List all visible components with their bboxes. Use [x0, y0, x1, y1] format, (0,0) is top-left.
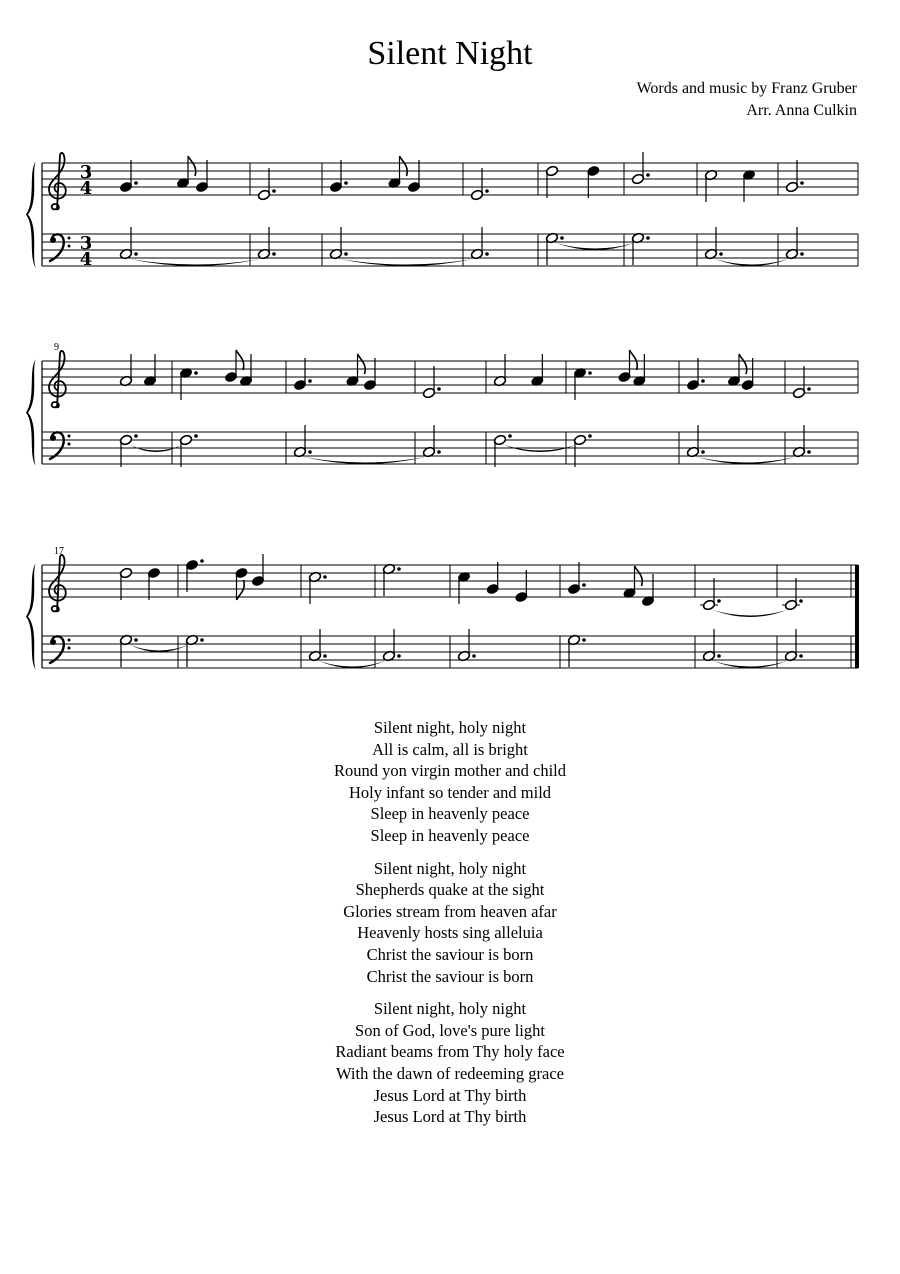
tie: [697, 457, 795, 464]
augmentation-dot: [799, 599, 803, 603]
note: [185, 634, 203, 667]
lyric-line: Heavenly hosts sing alleluia: [357, 923, 543, 943]
augmentation-dot: [134, 434, 138, 438]
bass-clef-dot: [50, 639, 56, 645]
note: [702, 629, 720, 662]
note: [784, 629, 802, 662]
augmentation-dot: [800, 252, 804, 256]
augmentation-dot: [134, 638, 138, 642]
lyric-line: Silent night, holy night: [373, 858, 527, 878]
time-signature-top: 3: [79, 162, 93, 183]
augmentation-dot: [800, 181, 804, 185]
note: [587, 165, 600, 198]
bass-clef-dot: [50, 237, 56, 243]
note: [545, 165, 558, 198]
note: [251, 554, 264, 587]
time-signature-bottom: 4: [79, 249, 93, 270]
augmentation-dot: [134, 181, 138, 185]
note: [486, 562, 499, 595]
brace: [26, 161, 36, 268]
note: [470, 168, 488, 201]
lyric-line: Glories stream from heaven afar: [343, 901, 557, 921]
augmentation-dot: [308, 379, 312, 383]
note: [179, 367, 197, 400]
lyric-line: Jesus Lord at Thy birth: [373, 1107, 527, 1127]
note-flag: [236, 350, 244, 370]
tie: [130, 259, 260, 266]
note: [641, 574, 654, 607]
note: [700, 578, 721, 611]
lyric-line: Jesus Lord at Thy birth: [373, 1085, 527, 1105]
augmentation-dot: [807, 387, 811, 391]
lyric-line: Radiant beams from Thy holy face: [335, 1042, 565, 1062]
note: [631, 152, 649, 185]
lyric-line: Silent night, holy night: [373, 999, 527, 1019]
note: [119, 434, 137, 467]
augmentation-dot: [344, 252, 348, 256]
note: [618, 350, 637, 383]
augmentation-dot: [323, 654, 327, 658]
lyric-line: Sleep in heavenly peace: [370, 825, 530, 845]
lyrics-block: [0, 717, 900, 1139]
note: [545, 232, 563, 265]
measure-number: 17: [54, 546, 64, 557]
note: [407, 160, 420, 193]
note: [388, 156, 407, 189]
augmentation-dot: [323, 575, 327, 579]
note: [308, 629, 326, 662]
augmentation-dot: [717, 599, 721, 603]
note: [704, 169, 717, 202]
bass-clef-dot: [68, 639, 71, 642]
brace: [26, 359, 36, 466]
note: [119, 354, 132, 387]
note: [346, 354, 365, 387]
lyrics-verse: [0, 858, 900, 988]
note-flag: [400, 156, 408, 176]
note: [686, 425, 704, 458]
note: [573, 434, 591, 467]
augmentation-dot: [485, 252, 489, 256]
note: [422, 366, 440, 399]
note: [785, 160, 803, 193]
note-flag: [188, 156, 196, 176]
note: [382, 629, 400, 662]
lyric-line: Christ the saviour is born: [366, 944, 534, 964]
brace: [26, 563, 36, 670]
augmentation-dot: [799, 654, 803, 658]
tie: [556, 243, 634, 250]
note: [257, 168, 275, 201]
note: [257, 227, 275, 260]
note: [143, 354, 156, 387]
note: [531, 354, 544, 387]
treble-clef: [49, 555, 66, 611]
augmentation-dot: [646, 173, 650, 177]
final-barline: [855, 565, 859, 668]
note: [470, 227, 488, 260]
lyrics-verse: [0, 998, 900, 1128]
note: [363, 358, 376, 391]
lyric-line: Christ the saviour is born: [366, 966, 534, 986]
note-flag: [739, 354, 747, 374]
lyric-line: Holy infant so tender and mild: [348, 782, 552, 802]
bass-clef-dot: [68, 443, 71, 446]
tie: [130, 645, 188, 652]
note: [742, 169, 755, 202]
lyric-line: Shepherds quake at the sight: [355, 880, 545, 900]
augmentation-dot: [485, 189, 489, 193]
note: [293, 358, 311, 391]
note: [293, 425, 311, 458]
augmentation-dot: [134, 252, 138, 256]
augmentation-dot: [437, 387, 441, 391]
tie: [304, 457, 425, 464]
note: [457, 629, 475, 662]
bass-clef-dot: [68, 237, 71, 240]
tie: [715, 259, 788, 266]
note: [792, 425, 810, 458]
augmentation-dot: [807, 450, 811, 454]
augmentation-dot: [582, 583, 586, 587]
augmentation-dot: [701, 379, 705, 383]
note-flag: [630, 350, 638, 370]
lyric-line: All is calm, all is bright: [372, 739, 528, 759]
lyric-line: Silent night, holy night: [373, 718, 527, 737]
note: [782, 578, 803, 611]
score-system: [26, 152, 858, 270]
augmentation-dot: [397, 654, 401, 658]
note: [422, 425, 440, 458]
score-system: [26, 342, 858, 467]
treble-clef: [49, 153, 66, 209]
lyric-line: Round yon virgin mother and child: [333, 761, 567, 781]
arranger-credit: Arr. Anna Culkin: [746, 102, 857, 119]
note: [308, 571, 326, 604]
augmentation-dot: [272, 252, 276, 256]
note: [567, 562, 585, 595]
time-signature-bottom: 4: [79, 178, 93, 199]
measure-number: 9: [54, 342, 59, 353]
note-flag: [635, 566, 643, 586]
augmentation-dot: [717, 654, 721, 658]
bass-clef-dot: [68, 245, 71, 248]
bass-clef-dot: [68, 647, 71, 650]
bass-clef-dot: [50, 435, 56, 441]
note: [457, 571, 470, 604]
note: [623, 566, 642, 599]
augmentation-dot: [560, 236, 564, 240]
augmentation-dot: [344, 181, 348, 185]
lyric-line: Sleep in heavenly peace: [370, 804, 530, 824]
tie: [340, 259, 473, 266]
augmentation-dot: [200, 559, 204, 563]
augmentation-dot: [646, 236, 650, 240]
note: [235, 567, 248, 600]
augmentation-dot: [588, 371, 592, 375]
note: [493, 354, 506, 387]
tie: [713, 661, 787, 668]
note: [567, 634, 585, 667]
augmentation-dot: [437, 450, 441, 454]
augmentation-dot: [200, 638, 204, 642]
score-system: [26, 546, 859, 670]
augmentation-dot: [582, 638, 586, 642]
lyrics-verse: [0, 717, 900, 847]
note: [727, 354, 746, 387]
augmentation-dot: [719, 252, 723, 256]
note: [185, 559, 203, 592]
note: [329, 160, 347, 193]
note: [147, 567, 160, 600]
time-signature-top: 3: [79, 233, 93, 254]
note: [119, 227, 137, 260]
note: [179, 434, 197, 467]
note: [119, 567, 132, 600]
augmentation-dot: [272, 189, 276, 193]
lyric-line: With the dawn of redeeming grace: [336, 1063, 564, 1083]
composer-credit: Words and music by Franz Gruber: [636, 80, 857, 97]
lyric-line: Son of God, love's pure light: [355, 1020, 545, 1040]
note: [329, 227, 347, 260]
note: [741, 358, 754, 391]
note: [573, 367, 591, 400]
augmentation-dot: [194, 434, 198, 438]
note: [515, 570, 528, 603]
note-flag: [358, 354, 366, 374]
augmentation-dot: [508, 434, 512, 438]
bass-clef-dot: [68, 435, 71, 438]
note: [631, 232, 649, 265]
page-title: Silent Night: [367, 35, 533, 72]
note: [704, 227, 722, 260]
augmentation-dot: [701, 450, 705, 454]
note: [119, 160, 137, 193]
treble-clef: [49, 351, 66, 407]
note: [382, 563, 400, 596]
augmentation-dot: [472, 654, 476, 658]
augmentation-dot: [308, 450, 312, 454]
note: [686, 358, 704, 391]
augmentation-dot: [397, 567, 401, 571]
note: [785, 227, 803, 260]
note: [493, 434, 511, 467]
note: [224, 350, 243, 383]
note: [195, 160, 208, 193]
note: [176, 156, 195, 189]
note: [119, 634, 137, 667]
augmentation-dot: [588, 434, 592, 438]
note: [792, 366, 810, 399]
augmentation-dot: [194, 371, 198, 375]
tie: [713, 610, 787, 617]
